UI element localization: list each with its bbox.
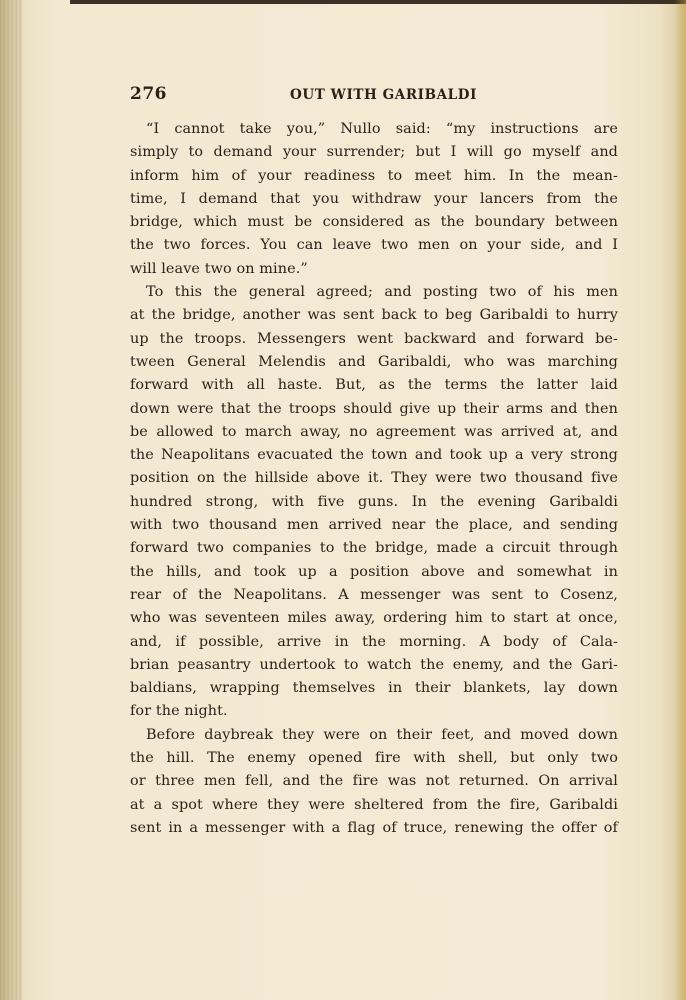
text-line: sent in a messenger with a flag of truce, renewing the offer of <box>130 819 618 836</box>
text-line: the hills, and took up a position above and somewhat in <box>130 563 618 580</box>
text-line: To this the general agreed; and posting two of his men <box>146 284 618 301</box>
top-rule <box>70 0 686 4</box>
text-line: who was seventeen miles away, ordering him to start at once, <box>130 610 618 627</box>
text-line: baldians, wrapping themselves in their blankets, lay down <box>130 680 618 697</box>
text-line: with two thousand men arrived near the place, and sending <box>130 517 618 534</box>
text-line: tween General Melendis and Garibaldi, who was marching <box>130 353 618 370</box>
text-line: be allowed to march away, no agreement was arrived at, and <box>130 423 618 440</box>
page-header <box>130 84 618 106</box>
text-line: forward with all haste. But, as the terms the latter laid <box>130 377 618 394</box>
text-line: or three men fell, and the fire was not returned. On arrival <box>130 773 618 790</box>
text-line: time, I demand that you withdraw your lancers from the <box>130 190 618 207</box>
running-head: OUT WITH GARIBALDI <box>290 87 477 103</box>
text-line: position on the hillside above it. They were two thousand five <box>130 470 618 487</box>
text-line: “I cannot take you,” Nullo said: “my instructions are <box>146 121 618 137</box>
text-line: for the night. <box>130 703 228 720</box>
text-line: hundred strong, with five guns. In the evening Garibaldi <box>130 493 618 510</box>
text-line: brian peasantry undertook to watch the enemy, and the Gari- <box>130 656 618 673</box>
text-line: the Neapolitans evacuated the town and took up a very strong <box>130 447 618 464</box>
text-line: simply to demand your surrender; but I will go myself and <box>130 144 618 161</box>
text-line: Before daybreak they were on their feet, and moved down <box>146 726 618 743</box>
text-line: rear of the Neapolitans. A messenger was sent to Cosenz, <box>130 586 618 603</box>
text-line: and, if possible, arrive in the morning. A body of Cala- <box>130 633 618 650</box>
text-line: the hill. The enemy opened fire with shell, but only two <box>130 750 618 767</box>
text-line: inform him of your readiness to meet him. In the mean- <box>130 167 618 184</box>
page-edge <box>674 0 686 1000</box>
body-text <box>130 118 618 840</box>
text-line: bridge, which must be considered as the boundary between <box>130 214 618 231</box>
text-line: at the bridge, another was sent back to beg Garibaldi to hurry <box>130 307 618 324</box>
page-number: 276 <box>130 84 167 104</box>
text-line: at a spot where they were sheltered from the fire, Garibaldi <box>130 796 618 813</box>
text-line: will leave two on mine.” <box>130 260 308 277</box>
text-line: forward two companies to the bridge, made a circuit through <box>130 540 618 557</box>
binding-edge <box>0 0 22 1000</box>
text-line: up the troops. Messengers went backward and forward be- <box>130 330 618 347</box>
text-line: the two forces. You can leave two men on your side, and I <box>130 237 618 254</box>
text-line: down were that the troops should give up their arms and then <box>130 400 618 417</box>
